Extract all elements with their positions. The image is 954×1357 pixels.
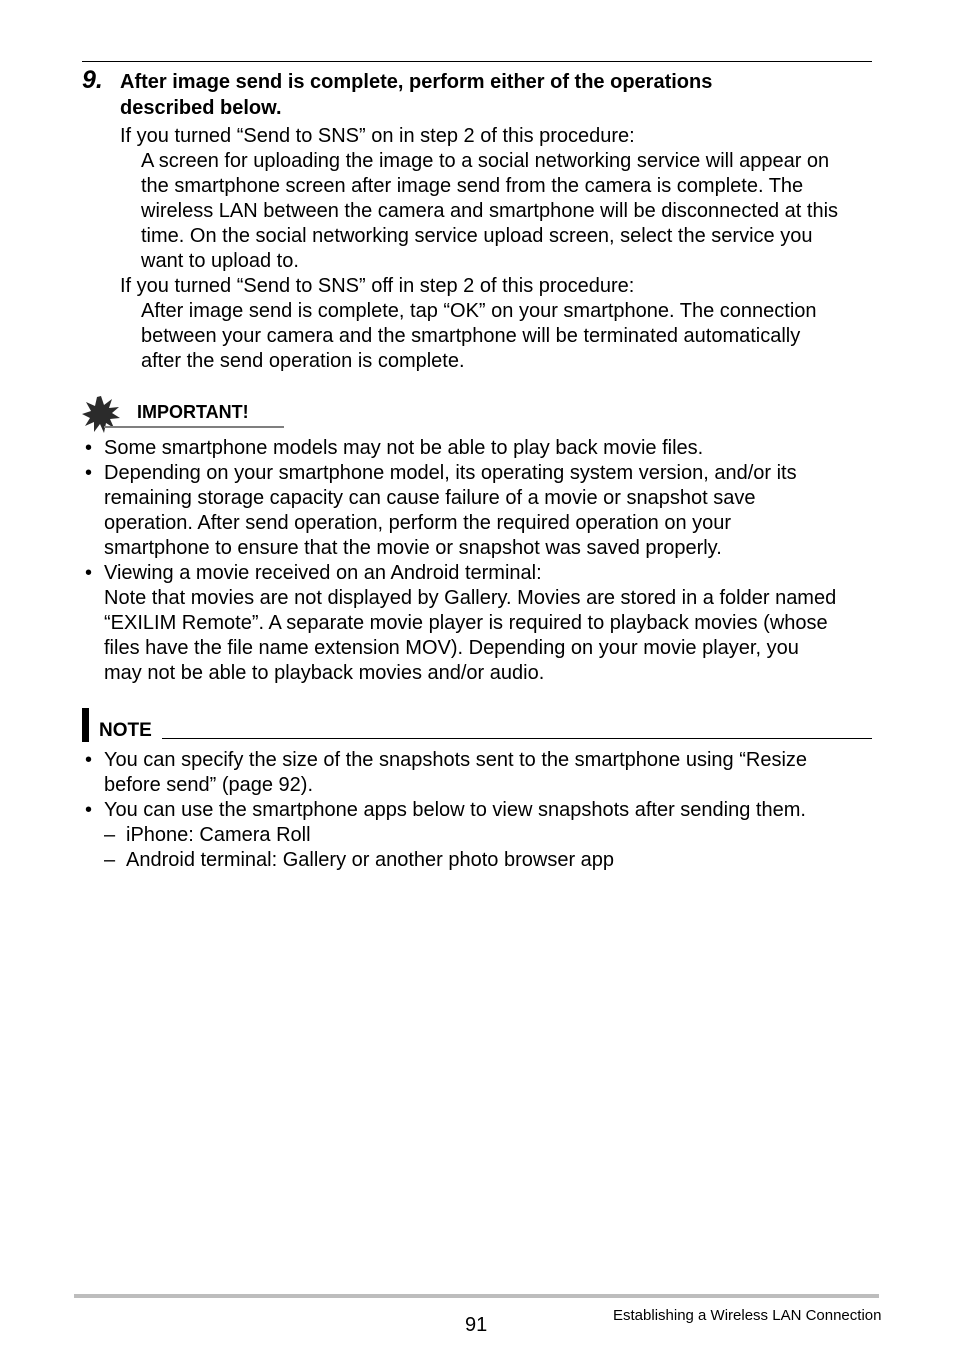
footer-section-title: Establishing a Wireless LAN Connection <box>613 1307 882 1324</box>
step-heading: After image send is complete, perform either of the operations described below. <box>120 71 713 119</box>
list-item: • Depending on your smartphone model, its operating system version, and/or its remaining storage capacity can cause failure of a movie or snapshot save operation. After send operation, perform the required operation on your smartphone to ensure that the movie or snapshot was saved properly. <box>85 462 797 559</box>
sub-list-item: – iPhone: Camera Roll <box>104 824 311 846</box>
note-rule <box>162 738 872 739</box>
condition-off-text: After image send is complete, tap “OK” on your smartphone. The connection between your camera and the smartphone will be terminated automatically after the send operation is complete. <box>141 300 817 372</box>
important-underline <box>104 426 284 428</box>
condition-on-text: A screen for uploading the image to a social networking service will appear on the smartphone screen after image send from the camera is complete. The wireless LAN between the camera and smartphone will be disconnected at this time. On the social networking service upload screen, select the service you want to upload to. <box>141 150 839 272</box>
top-rule <box>82 61 872 62</box>
note-list <box>82 748 872 873</box>
list-item: • Some smartphone models may not be able to play back movie files. <box>85 437 704 459</box>
important-label: IMPORTANT! <box>137 402 249 422</box>
sub-list-item: – Android terminal: Gallery or another photo browser app <box>104 849 615 871</box>
condition-on-label: If you turned “Send to SNS” on in step 2 of this procedure: <box>120 125 635 147</box>
page-number: 91 <box>465 1314 488 1336</box>
footer-rule <box>74 1294 879 1298</box>
important-list <box>82 436 872 686</box>
list-item: • Viewing a movie received on an Android terminal: Note that movies are not displayed by Gallery. Movies are stored in a folder named “EXILIM Remote”. A separate movie player is required to playback movies (whose files have the file name extension MOV). Depending on your movie player, you may not be able to playback movies and/or audio. <box>85 562 837 684</box>
step-number: 9. <box>82 66 103 94</box>
condition-off-label: If you turned “Send to SNS” off in step 2 of this procedure: <box>120 275 635 297</box>
note-bar-icon <box>82 708 89 742</box>
list-item: • You can use the smartphone apps below to view snapshots after sending them. – iPhone: Camera Roll – Android terminal: Gallery or another photo browser app <box>82 798 872 873</box>
list-item: • You can specify the size of the snapshots sent to the smartphone using “Resize before send” (page 92). <box>85 749 808 796</box>
note-label: NOTE <box>99 720 152 741</box>
important-burst-icon <box>82 396 120 434</box>
